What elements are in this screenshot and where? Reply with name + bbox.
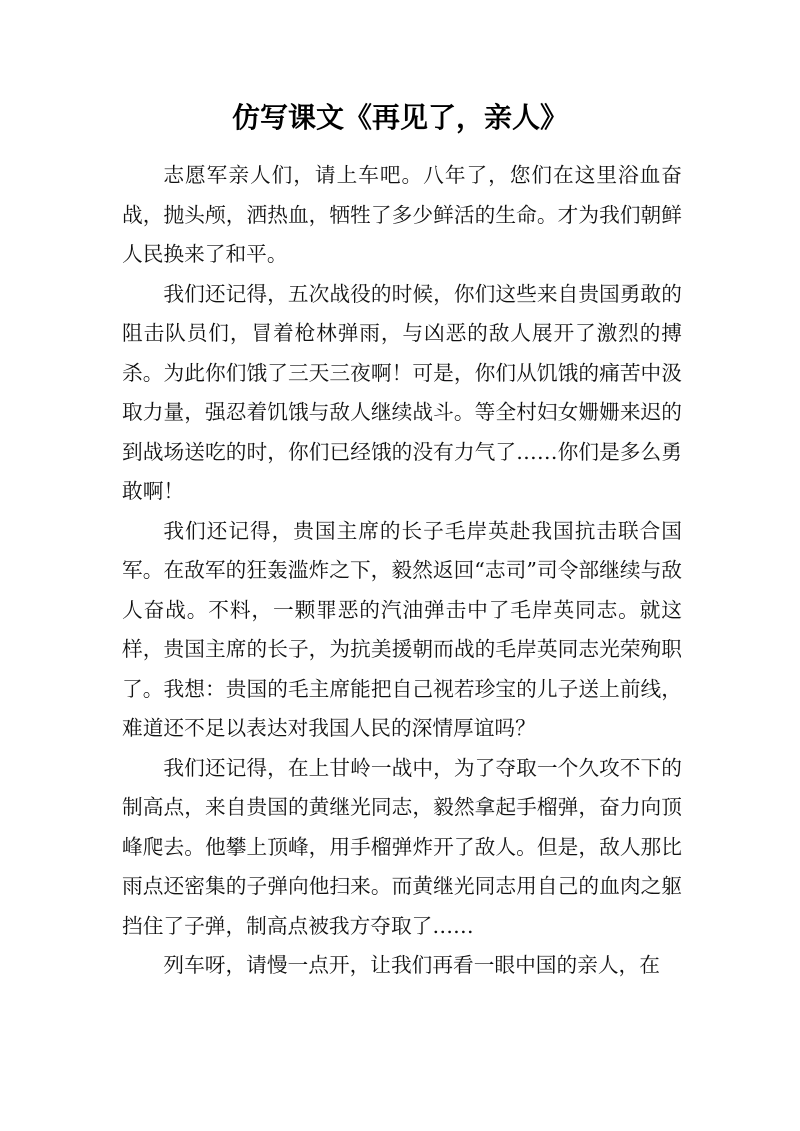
paragraph: 我们还记得，在上甘岭一战中，为了夺取一个久攻不下的制高点，来自贵国的黄继光同志，毅然拿起手榴弹，奋力向顶峰爬去。他攀上顶峰，用手榴弹炸开了敌人。但是，敌人那比雨点还密集的子弹向他扫来。而黄继光同志用自己的血肉之躯挡住了子弹，制高点被我方夺取了…… [122,755,682,938]
paragraph: 列车呀，请慢一点开，让我们再看一眼中国的亲人，在 [163,953,660,977]
document-body [122,156,682,986]
paragraph: 我们还记得，五次战役的时候，你们这些来自贵国勇敢的阻击队员们，冒着枪林弹雨，与凶恶的敌人展开了激烈的搏杀。为此你们饿了三天三夜啊！可是，你们从饥饿的痛苦中汲取力量，强忍着饥饿与敌人继续战斗。等全村妇女姗姗来迟的到战场送吃的时，你们已经饿的没有力气了……你们是多么勇敢啊！ [122,281,682,503]
paragraph: 志愿军亲人们，请上车吧。八年了，您们在这里浴血奋战，抛头颅，洒热血，牺牲了多少鲜活的生命。才为我们朝鲜人民换来了和平。 [122,163,682,266]
paragraph: 我们还记得，贵国主席的长子毛岸英赴我国抗击联合国军。在敌军的狂轰滥炸之下，毅然返回“志司”司令部继续与敌人奋战。不料，一颗罪恶的汽油弹击中了毛岸英同志。就这样，贵国主席的长子，为抗美援朝而战的毛岸英同志光荣殉职了。我想：贵国的毛主席能把自己视若珍宝的儿子送上前线，难道还不足以表达对我国人民的深情厚谊吗？ [122,518,682,740]
document-title: 仿写课文《再见了，亲人》 [231,101,568,134]
